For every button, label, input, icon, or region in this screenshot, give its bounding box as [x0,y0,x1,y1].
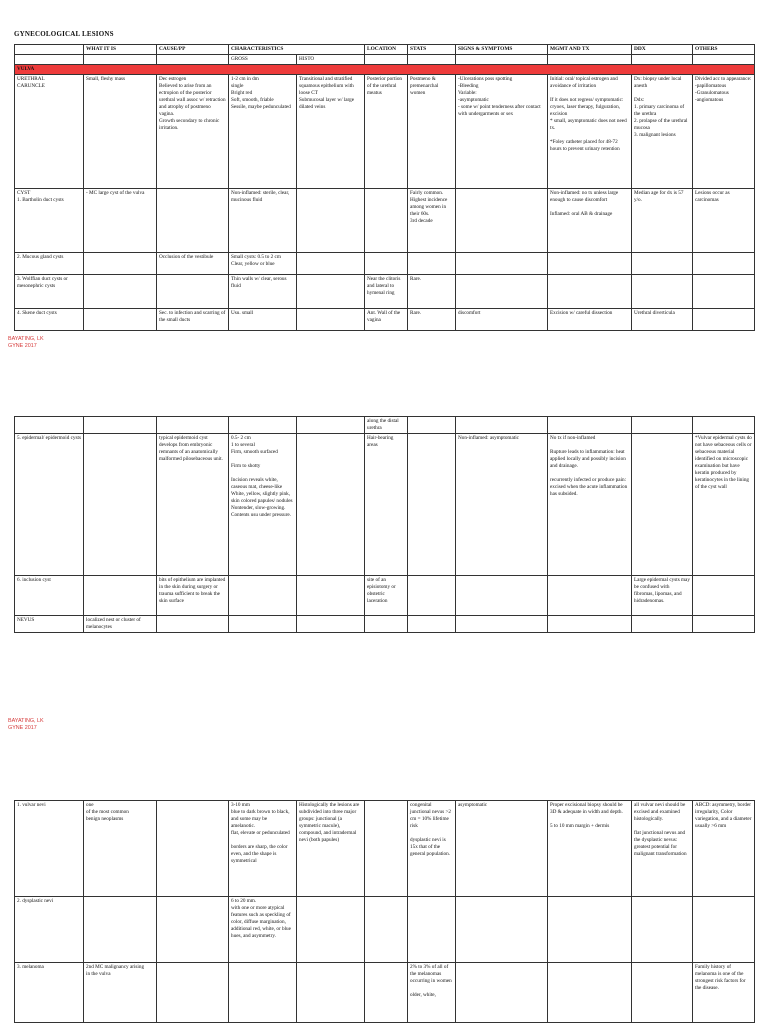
cell-text: - MC large cyst of the vulva [86,190,145,197]
cell-text: *Vulvar epidermal cysts do not have sebaceous cells or sebaceous material identified on microscopic examination but have keratin produced by keratinocytes in the lining of the cyst wall [695,435,752,491]
cell-ddx [632,75,693,189]
cell-mgmt [548,963,632,1023]
cell-mgmt [548,576,632,616]
cell-others [693,576,755,616]
cell-signs [456,434,548,576]
header-location: LOCATION [365,45,408,55]
cell-cause [157,75,229,189]
cell-ddx [632,434,693,576]
cell-location [365,576,408,616]
cell-signs [456,897,548,963]
cell-others [693,897,755,963]
cell-location [365,309,408,331]
table-row [15,897,755,963]
cell-stats [408,275,456,309]
cell-stats [408,963,456,1023]
cell-signs [456,616,548,633]
cell-text: 4. Skene duct cysts [17,310,57,317]
cell-text: 2. Mucous gland cysts [17,254,64,261]
cell-location [365,801,408,897]
cell-cause [157,897,229,963]
table-row [15,75,755,189]
cell-mgmt [548,253,632,275]
table-row [15,801,755,897]
cell-text: Small, fleshy mass [86,76,126,83]
cell-gross [229,417,297,434]
cell-ddx [632,253,693,275]
lesions-table-vulva [14,44,755,331]
header-characteristics: CHARACTERISTICS [229,45,365,55]
header-stats: STATS [408,45,456,55]
cell-text: Ant. Wall of the vagina [367,310,401,324]
author-credit [8,336,44,351]
cell-text: CYST 1. Bartholin duct cysts [17,190,64,204]
header-mgmt: MGMT AND TX [548,45,632,55]
cell-text: discomfort [458,310,481,317]
header-name [15,45,84,55]
cell-location [365,616,408,633]
cell-text: URETHRAL CARUNCLE [17,76,45,90]
cell-text: Small cysts: 0.5 to 2 cm Clear, yellow or blue [231,254,281,268]
cell-text: Urethral diverticula [634,310,675,317]
cell-ddx [632,189,693,253]
header-signs: SIGNS & SYMPTOMS [456,45,548,55]
cell-ddx [632,616,693,633]
lesions-table-cysts [14,416,755,633]
cell-text: site of an episiotomy or obstetric laceration [367,577,396,605]
cell-signs [456,309,548,331]
cell-ddx [632,417,693,434]
cell-what [84,576,157,616]
author-name: BAYATING, LK [8,336,44,342]
cell-stats [408,189,456,253]
cell-stats [408,576,456,616]
table-row [15,616,755,633]
author-course: GYNE 2017 [8,343,37,350]
cell-location [365,963,408,1023]
cell-text: No tx if non-inflamed Rupture leads to inflammation: heat applied locally and possibly incision and drainage. recurrently infected or produce pain: excised when the acute inflammation has subsided. [550,435,628,498]
cell-cause [157,434,229,576]
cell-ddx [632,801,693,897]
cell-mgmt [548,275,632,309]
cell-name [15,417,84,434]
author-credit [8,718,44,733]
cell-name [15,616,84,633]
cell-text: Postmeno & premenarchal women [410,76,439,97]
cell-text: Divided acc to appearance: -papillomatous -Granulomatous -angiomatous [695,76,752,104]
cell-mgmt [548,189,632,253]
cell-mgmt [548,75,632,189]
cell-location [365,253,408,275]
cell-gross [229,75,297,189]
cell-histo [297,189,365,253]
cell-cause [157,309,229,331]
cell-text: Non-inflamed: asymptomatic [458,435,519,442]
cell-cause [157,616,229,633]
cell-signs [456,75,548,189]
cell-signs [456,417,548,434]
cell-cause [157,801,229,897]
cell-text: bits of epithelium are implanted in the skin during surgery or trauma sufficient to break the skin surface [159,577,226,605]
cell-what [84,309,157,331]
cell-text: Initial: oral/ topical estrogen and avoidance of irritation If it does not regress/ symptomatic: cryoex, laser therapy, fulguration, excision * small, asymptomatic does not need tx. *Foley catheter placed for 48-72 hours to prevent urinary retention [550,76,627,153]
cell-stats [408,253,456,275]
cell-histo [297,434,365,576]
cell-text: -Ulcerations poss spotting -Bleeding Variable: -asymptomatic - some w/ point tenderness after contact with undergarments or sex [458,76,541,118]
cell-name [15,189,84,253]
cell-histo [297,897,365,963]
cell-location [365,897,408,963]
cell-what [84,253,157,275]
cell-what [84,616,157,633]
table-row [15,963,755,1023]
cell-text: Large epidermal cysts may be confused with fibromas, lipomas, and hidradenomas. [634,577,690,605]
cell-gross [229,253,297,275]
cell-name [15,75,84,189]
cell-text: Rare. [410,310,422,317]
table-row [15,576,755,616]
cell-signs [456,275,548,309]
cell-location [365,275,408,309]
cell-text: Usu. small [231,310,254,317]
cell-text: 2. dysplastic nevi [17,898,54,904]
cell-location [365,189,408,253]
cell-gross [229,801,297,897]
cell-ddx [632,275,693,309]
cell-signs [456,189,548,253]
cell-gross [229,897,297,963]
cell-others [693,75,755,189]
cell-others [693,189,755,253]
cell-text: Dx: biopsy under local anesth Ddx: 1. primary carcinoma of the urethra 2. prolapse of the urethral mucosa 3. malignant lesions [634,76,688,139]
cell-text: Near the clitoris and lateral to hymenal ring [367,276,401,297]
cell-text: 3-10 mm blue to dark brown to black, and some may be amelanotic. flat, elevate or pedunculated borders are sharp, the color even, and the shape is symmetrical [231,802,290,865]
cell-text: along the distal urethra [367,418,399,432]
cell-what [84,897,157,963]
cell-text: all vulvar nevi should be excised and examined histologically. flat junctional nevus and the dysplastic nevus: greatest potential for malignant transformation [634,802,687,858]
cell-text: Excision w/ careful dissection [550,310,613,317]
cell-histo [297,616,365,633]
cell-mgmt [548,897,632,963]
table-subheader-row [15,55,755,65]
cell-text: 3. Wolffian duct cysts or mesonephric cysts [17,276,68,290]
cell-others [693,963,755,1023]
cell-text: Lesions occur as carcinomas [695,190,730,204]
table-row [15,309,755,331]
cell-text: congenital junctional nevus >2 cm = 10% lifetime risk dysplastic nevi is 15x that of the general population. [410,802,451,858]
table-row [15,275,755,309]
cell-location [365,417,408,434]
cell-name [15,253,84,275]
cell-text: Transitional and stratified squamous epithelium with loose CT Submucosal layer w/ large dilated veins [299,76,355,111]
cell-name [15,576,84,616]
cell-mgmt [548,801,632,897]
cell-text: Hair-bearing areas [367,435,394,449]
table-row [15,417,755,434]
cell-others [693,253,755,275]
cell-ddx [632,897,693,963]
header-histo: HISTO [297,55,365,65]
cell-text: localized nest or cluster of melanocytes [86,617,141,631]
cell-text: 6 to 20 mm. with one or more atypical features such as speckling of color, diffuse margination, additional red, white, or blue hues, and asymmetry. [231,898,291,940]
cell-text: 1. vulvar nevi [17,802,46,808]
cell-cause [157,576,229,616]
cell-histo [297,417,365,434]
cell-name [15,801,84,897]
cell-text: 3. melanoma [17,964,44,970]
lesions-table-nevi [14,800,755,1023]
cell-text: Posterior portion of the urethral meatus [367,76,403,97]
cell-name [15,434,84,576]
cell-others [693,309,755,331]
cell-cause [157,963,229,1023]
cell-what [84,801,157,897]
cell-histo [297,253,365,275]
cell-gross [229,576,297,616]
cell-text: Median age for dx is 57 y/o. [634,190,684,204]
cell-text: Non-inflamed: sterile, clear, mucinous fluid [231,190,290,204]
cell-mgmt [548,417,632,434]
cell-mgmt [548,616,632,633]
cell-cause [157,253,229,275]
author-course: GYNE 2017 [8,725,37,732]
cell-text: ABCD: asymmetry, border irregularity, Color variegation, and a diameter usually >6 mm [695,802,752,830]
cell-stats [408,616,456,633]
header-others: OTHERS [693,45,755,55]
cell-histo [297,75,365,189]
cell-stats [408,75,456,189]
cell-stats [408,801,456,897]
cell-text: 2% to 3% of all of the melanomas occurring in women older, white, [410,964,452,999]
cell-what [84,963,157,1023]
cell-histo [297,801,365,897]
cell-text: Occlusion of the vestibule [159,254,214,261]
cell-signs [456,253,548,275]
cell-name [15,897,84,963]
cell-text: Rare. [410,276,422,283]
cell-name [15,309,84,331]
cell-signs [456,963,548,1023]
author-name: BAYATING, LK [8,718,44,724]
cell-others [693,417,755,434]
cell-text: 5. epidermal/ epidermoid cysts [17,435,81,442]
cell-histo [297,275,365,309]
cell-text: Dec estrogen Believed to arise from an ectropion of the posterior urethral wall assoc w/ retraction and atrophy of postmeno vagina. Growth secondary to chronic irritation. [159,76,226,132]
cell-stats [408,309,456,331]
cell-histo [297,576,365,616]
cell-histo [297,309,365,331]
cell-gross [229,616,297,633]
cell-gross [229,434,297,576]
cell-what [84,75,157,189]
cell-text: asymptomatic [458,802,488,808]
cell-signs [456,576,548,616]
document-title: GYNECOLOGICAL LESIONS [14,30,114,38]
section-label-vulva: VULVA [15,65,755,75]
cell-text: Histologically the lesions are subdivided into three major groups: junctional (a symmetric macule), compound, and intradermal nevi (both papules) [299,802,360,844]
header-what: WHAT IT IS [84,45,157,55]
cell-name [15,275,84,309]
cell-location [365,434,408,576]
table-row [15,189,755,253]
cell-text: Sec. to infection and scarring of the small ducts [159,310,226,324]
cell-ddx [632,963,693,1023]
cell-text: typical epidermoid cyst develops from embryonic remnants of an anatomically malformed pilosebaceous unit. [159,435,223,463]
cell-cause [157,275,229,309]
cell-gross [229,963,297,1023]
cell-others [693,275,755,309]
section-row-vulva [15,65,755,75]
cell-what [84,275,157,309]
cell-what [84,434,157,576]
cell-others [693,801,755,897]
cell-stats [408,434,456,576]
cell-location [365,75,408,189]
cell-others [693,616,755,633]
cell-gross [229,309,297,331]
cell-ddx [632,309,693,331]
cell-ddx [632,576,693,616]
cell-gross [229,189,297,253]
cell-text: 0.5- 2 cm 1 to several Firm, smooth surfaced Firm to shotty Incision reveals white, caseous mat, cheese-like White, yellow, slightly pink, skin colored papules/ nodules Nontender, slow-growing. Contents usu under pressure. [231,435,293,519]
cell-histo [297,963,365,1023]
cell-text: Thin walls w/ clear, serous fluid [231,276,287,290]
cell-others [693,434,755,576]
cell-stats [408,417,456,434]
cell-text: NEVUS [17,617,35,624]
cell-text: 2nd MC malignancy arising in the vulva [86,964,145,978]
cell-text: Family history of melanoma is one of the strongest risk factors for the disease. [695,964,746,992]
cell-signs [456,801,548,897]
cell-mgmt [548,434,632,576]
cell-name [15,963,84,1023]
header-gross: GROSS [229,55,297,65]
cell-stats [408,897,456,963]
table-header-row [15,45,755,55]
cell-cause [157,189,229,253]
cell-mgmt [548,309,632,331]
table-row [15,253,755,275]
cell-text: 1-2 cm in dm single Bright red Soft, smooth, friable Sessile, maybe pedunculated [231,76,291,111]
cell-text: Fairly common. Highest incidence among women in their 60s. 3rd decade [410,190,448,225]
cell-gross [229,275,297,309]
header-ddx: DDX [632,45,693,55]
header-cause: CAUSE/PP [157,45,229,55]
table-row [15,434,755,576]
cell-what [84,189,157,253]
cell-text: one of the most common benign neoplasms [86,802,129,823]
cell-text: 6. inclusion cyst [17,577,51,584]
cell-text: Non-inflamed: no tx unless large enough to cause discomfort Inflamed: oral AB & drainage [550,190,619,218]
cell-text: Proper excisional biopsy should be 3D & adequate in width and depth. 5 to 10 mm margin + dermis [550,802,623,830]
cell-what [84,417,157,434]
cell-cause [157,417,229,434]
